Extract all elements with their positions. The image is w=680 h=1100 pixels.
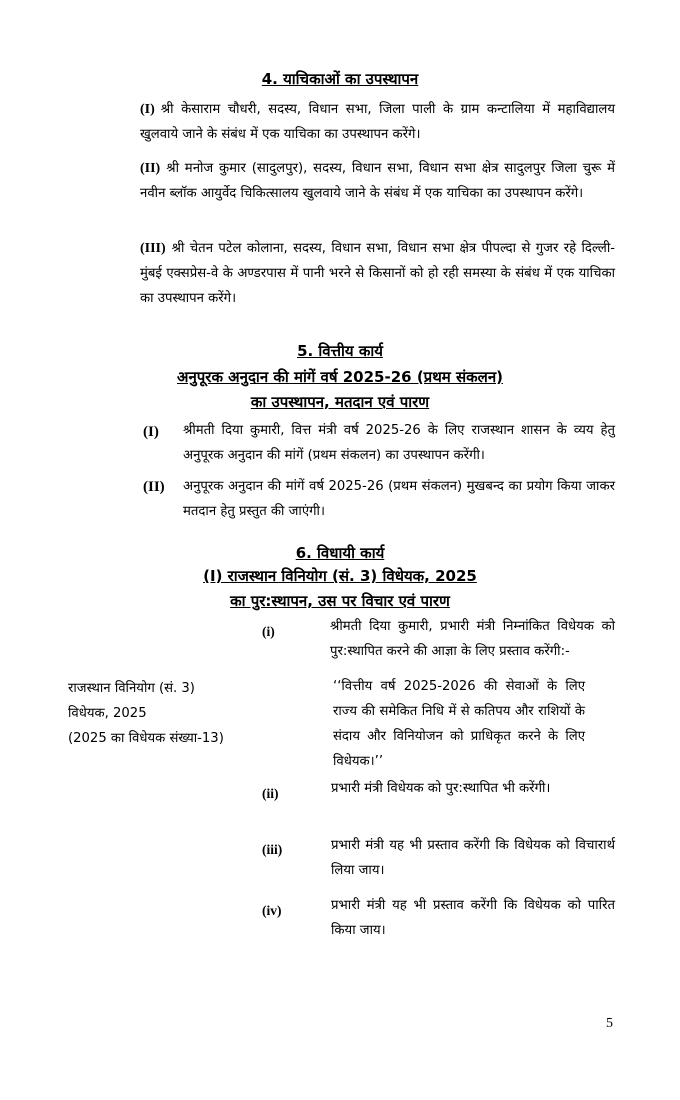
bill-long-title-quote: ‘‘वित्तीय वर्ष 2025-2026 की सेवाओं के लिए राज्य की समेकित निधि में से कतिपय और राशियों के संदाय और विनियोजन को प्राधिकृत करने के लिए विधेयक।’’: [333, 679, 585, 769]
bill-side-note: राजस्थान विनियोग (सं. 3) विधेयक, 2025 (2025 का विधेयक संख्या-13): [68, 681, 224, 746]
section-6-subtitle-1: (I) राजस्थान विनियोग (सं. 3) विधेयक, 2025: [203, 567, 477, 585]
bill-item-ii-text: प्रभारी मंत्री विधेयक को पुर:स्थापित भी करेंगी।: [331, 781, 551, 796]
petition-item-1: (I) श्री केसाराम चौधरी, सदस्य, विधान सभा, जिला पाली के ग्राम कन्टालिया में महाविद्यालय खुलवाये जाने के संबंध में एक याचिका का उपस्थापन करेंगे।: [140, 102, 615, 142]
petition-item-3: (III) श्री चेतन पटेल कोलाना, सदस्य, विधान सभा, विधान सभा क्षेत्र पीपल्दा से गुजर रहे दिल्ली-मुंबई एक्सप्रेस-वे के अण्डरपास में पानी भरने से किसानों को हो रही समस्या के संबंध में एक याचिका का उपस्थापन करेंगे।: [140, 241, 615, 306]
bill-item-iv-text: प्रभारी मंत्री यह भी प्रस्ताव करेंगी कि विधेयक को पारित किया जाय।: [331, 898, 615, 938]
bill-item-ii-number: (ii): [262, 786, 279, 801]
petition-item-2: (II) श्री मनोज कुमार (सादुलपुर), सदस्य, विधान सभा, विधान सभा क्षेत्र सादुलपुर जिला चुरू में नवीन ब्लॉक आयुर्वेद चिकित्सालय खुलवाये जाने के संबंध में एक याचिका का उपस्थापन करेंगे।: [140, 161, 615, 201]
section-6-title: 6. विधायी कार्य: [295, 544, 385, 562]
finance-item-1-text: श्रीमती दिया कुमारी, वित्त मंत्री वर्ष 2025-26 के लिए राजस्थान शासन के व्यय हेतु अनुपूरक अनुदान की मांगें (प्रथम संकलन) का उपस्थापन करेंगी।: [183, 423, 615, 463]
bill-item-i-number: (i): [262, 624, 275, 639]
section-5-subtitle-1: अनुपूरक अनुदान की मांगें वर्ष 2025-26 (प्रथम संकलन): [177, 368, 503, 386]
finance-item-2-number: (II): [143, 479, 165, 495]
section-5-subtitle-2: का उपस्थापन, मतदान एवं पारण: [250, 393, 430, 411]
section-4-title: 4. याचिकाओं का उपस्थापन: [261, 70, 419, 88]
section-5-title: 5. वित्तीय कार्य: [297, 342, 383, 360]
section-6-subtitle-2: का पुर:स्थापन, उस पर विचार एवं पारण: [230, 592, 450, 610]
bill-item-iv-number: (iv): [262, 903, 282, 918]
page-number: 5: [606, 1016, 613, 1031]
bill-item-iii-number: (iii): [262, 842, 283, 857]
finance-item-1-number: (I): [143, 424, 159, 440]
bill-item-i-text: श्रीमती दिया कुमारी, प्रभारी मंत्री निम्नांकित विधेयक को पुर:स्थापित करने की आज्ञा के लिए प्रस्ताव करेंगी:-: [330, 619, 615, 659]
finance-item-2-text: अनुपूरक अनुदान की मांगें वर्ष 2025-26 (प्रथम संकलन) मुखबन्द का प्रयोग किया जाकर मतदान हेतु प्रस्तुत की जाएंगी।: [183, 479, 615, 519]
bill-item-iii-text: प्रभारी मंत्री यह भी प्रस्ताव करेंगी कि विधेयक को विचारार्थ लिया जाय।: [331, 838, 615, 878]
